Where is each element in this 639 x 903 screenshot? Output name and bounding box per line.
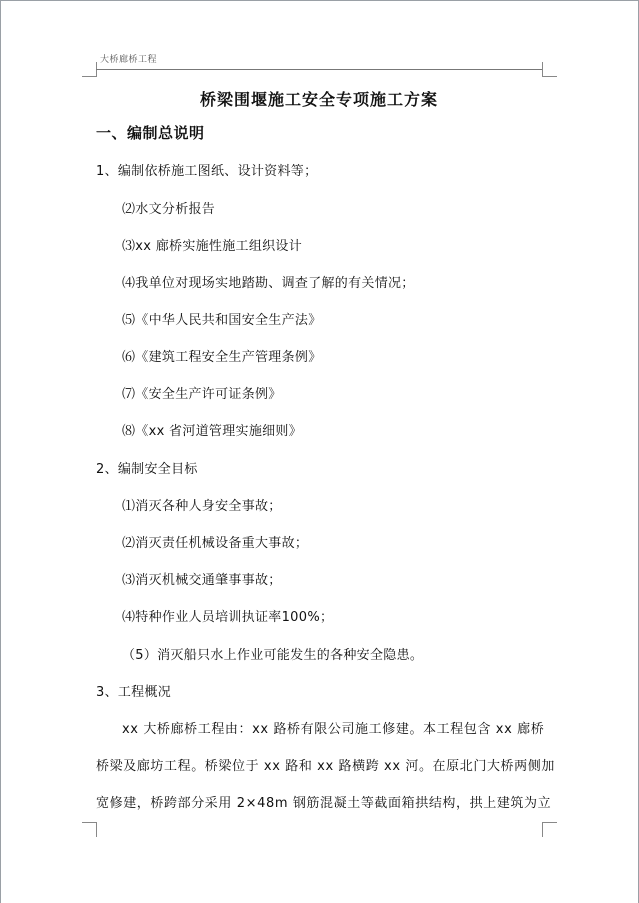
item-2: 2、编制安全目标 xyxy=(96,462,198,477)
crop-mark-bottom-left xyxy=(82,822,97,837)
document-title: 桥梁围堰施工安全专项施工方案 xyxy=(199,90,438,109)
header-rule xyxy=(96,69,542,70)
overview-line: 桥梁及廊坊工程。桥梁位于 xx 路和 xx 路横跨 xx 河。在原北门大桥两侧加 xyxy=(96,759,555,774)
basis-item: ⑷我单位对现场实地踏勘、调查了解的有关情况； xyxy=(122,276,415,291)
goal-item: ⑷特种作业人员培训执证率100%； xyxy=(122,610,334,625)
page-edge-left xyxy=(0,0,1,903)
goal-item: ⑶消灭机械交通肇事事故； xyxy=(122,573,282,588)
item-3: 3、工程概况 xyxy=(96,685,172,700)
basis-item: ⑺《安全生产许可证条例》 xyxy=(122,387,282,402)
crop-mark-top-right xyxy=(542,62,557,77)
crop-mark-top-left xyxy=(82,62,97,77)
goal-item: （5）消灭船只水上作业可能发生的各种安全隐患。 xyxy=(122,648,424,663)
page-edge-top xyxy=(0,0,639,1)
crop-mark-bottom-right xyxy=(542,822,557,837)
basis-item: ⑸《中华人民共和国安全生产法》 xyxy=(122,313,322,328)
running-header: 大桥廊桥工程 xyxy=(100,55,158,65)
basis-item: ⑹《建筑工程安全生产管理条例》 xyxy=(122,350,322,365)
item-1: 1、编制依桥施工图纸、设计资料等； xyxy=(96,164,318,179)
basis-item: ⑵水文分析报告 xyxy=(122,202,216,217)
goal-item: ⑵消灭责任机械设备重大事故； xyxy=(122,536,309,551)
basis-item: ⑻《xx 省河道管理实施细则》 xyxy=(122,424,303,439)
overview-line: xx 大桥廊桥工程由：xx 路桥有限公司施工修建。本工程包含 xx 廊桥 xyxy=(122,722,545,737)
goal-item: ⑴消灭各种人身安全事故； xyxy=(122,499,282,514)
section-heading: 一、编制总说明 xyxy=(96,124,205,142)
basis-item: ⑶xx 廊桥实施性施工组织设计 xyxy=(122,239,303,254)
overview-line: 宽修建，桥跨部分采用 2×48m 钢筋混凝土等截面箱拱结构，拱上建筑为立 xyxy=(96,796,552,811)
